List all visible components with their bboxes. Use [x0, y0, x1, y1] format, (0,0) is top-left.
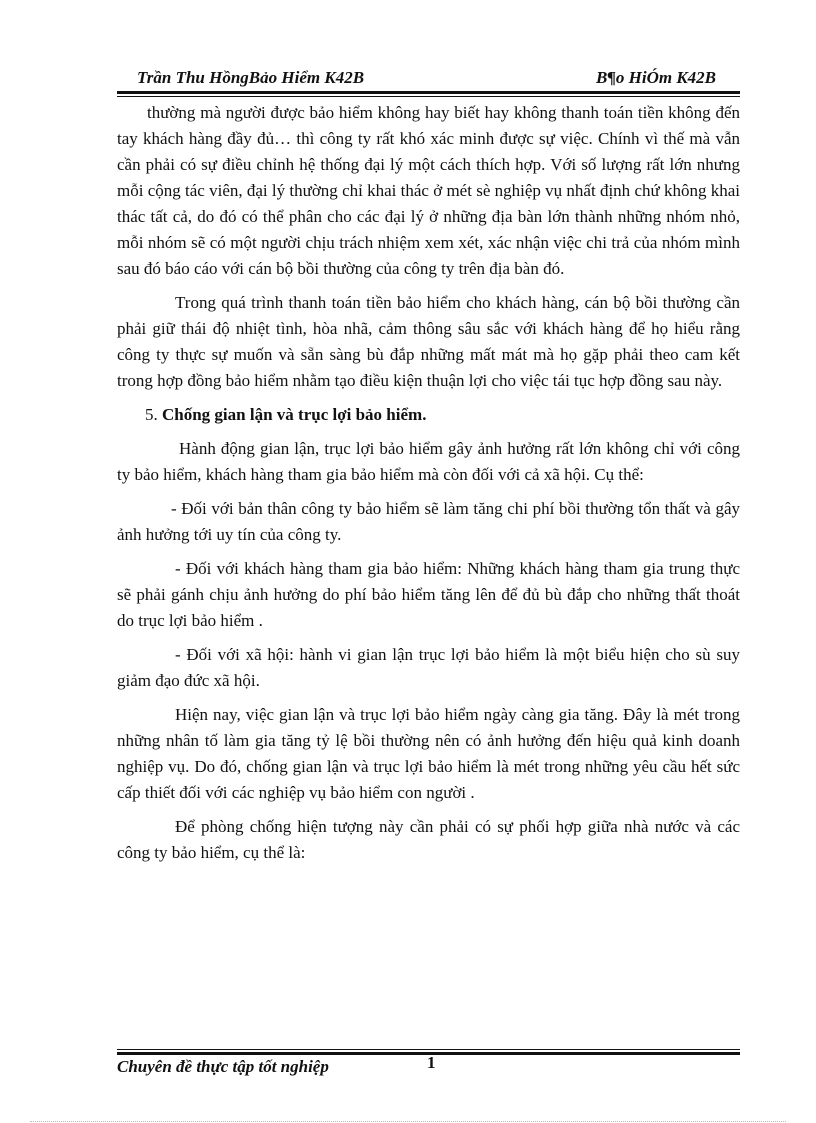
- footer-title: Chuyên đề thực tập tốt nghiệp: [117, 1057, 329, 1076]
- header-class: B¶o HiÓm K42B: [596, 68, 716, 87]
- page-number: 1: [427, 1053, 436, 1072]
- section-number: 5.: [145, 405, 158, 424]
- page-header: [117, 62, 740, 90]
- paragraph-payment-attitude: Trong quá trình thanh toán tiền bảo hiểm cho khách hàng, cán bộ bồi thường cần phải giữ thái độ nhiệt tình, hòa nhã, cảm thông sâu sắc với khách hàng để họ hiểu rằng công ty thực sự muốn và sẵn sàng bù đắp những mất mát mà họ gặp phải theo cam kết trong hợp đồng bảo hiểm nhằm tạo điều kiện thuận lợi cho việc tái tục hợp đồng sau này.: [117, 293, 740, 390]
- bullet-society: - Đối với xã hội: hành vi gian lận trục lợi bảo hiểm là một biểu hiện cho sù suy giảm đạo đức xã hội.: [117, 645, 740, 690]
- bullet-customers: - Đối với khách hàng tham gia bảo hiểm: Những khách hàng tham gia trung thực sẽ phải gánh chịu ảnh hưởng do phí bảo hiểm tăng lên để đủ bù đắp cho những thất thoát do trục lợi bảo hiểm .: [117, 559, 740, 630]
- bullet-company: - Đối với bản thân công ty bảo hiểm sẽ làm tăng chi phí bồi thường tổn thất và gây ảnh hưởng tới uy tín của công ty.: [117, 499, 740, 544]
- section-title: Chống gian lận và trục lợi bảo hiểm.: [162, 405, 427, 424]
- header-rule-thin: [117, 96, 740, 97]
- paragraph-prevention: Để phòng chống hiện tượng này cần phải có sự phối hợp giữa nhà nước và các công ty bảo hiểm, cụ thể là:: [117, 817, 740, 862]
- footer-rule-thin: [117, 1049, 740, 1050]
- section-heading: [117, 402, 740, 428]
- paragraph-current-situation: Hiện nay, việc gian lận và trục lợi bảo hiểm ngày càng gia tăng. Đây là mét trong những nhân tố làm gia tăng tỷ lệ bồi thường nên có ảnh hưởng đến hiệu quả kinh doanh nghiệp vụ. Do đó, chống gian lận và trục lợi bảo hiểm là mét trong những yêu cầu hết sức cấp thiết đối với các nghiệp vụ bảo hiểm con người .: [117, 705, 740, 802]
- paragraph-fraud-impact: Hành động gian lận, trục lợi bảo hiểm gây ảnh hưởng rất lớn không chỉ với công ty bảo hiểm, khách hàng tham gia bảo hiểm mà còn đối với cả xã hội. Cụ thể:: [117, 439, 740, 484]
- page-bottom-border: [30, 1121, 786, 1122]
- paragraph-continuation: thường mà người được bảo hiểm không hay biết hay không thanh toán tiền không đến tay khách hàng đầy đủ… thì công ty rất khó xác minh được sự việc. Chính vì thế mà vẫn cần phải có sự điều chỉnh hệ thống đại lý một cách thích hợp. Với số lượng rất lớn nhưng mỗi cộng tác viên, đại lý thường chỉ khai thác ở mét sè nghiệp vụ nhất định chứ không khai thác tất cả, do đó có thể phân cho các đại lý ở những địa bàn lớn thành những nhóm nhỏ, mỗi nhóm sẽ có một người chịu trách nhiệm xem xét, xác nhận việc chi trả của nhóm mình sau đó báo cáo với cán bộ bồi thường của công ty trên địa bàn đó.: [117, 103, 740, 278]
- header-rule-thick: [117, 91, 740, 94]
- header-author: Trần Thu HồngBảo Hiểm K42B: [137, 68, 365, 87]
- document-body: [117, 100, 740, 874]
